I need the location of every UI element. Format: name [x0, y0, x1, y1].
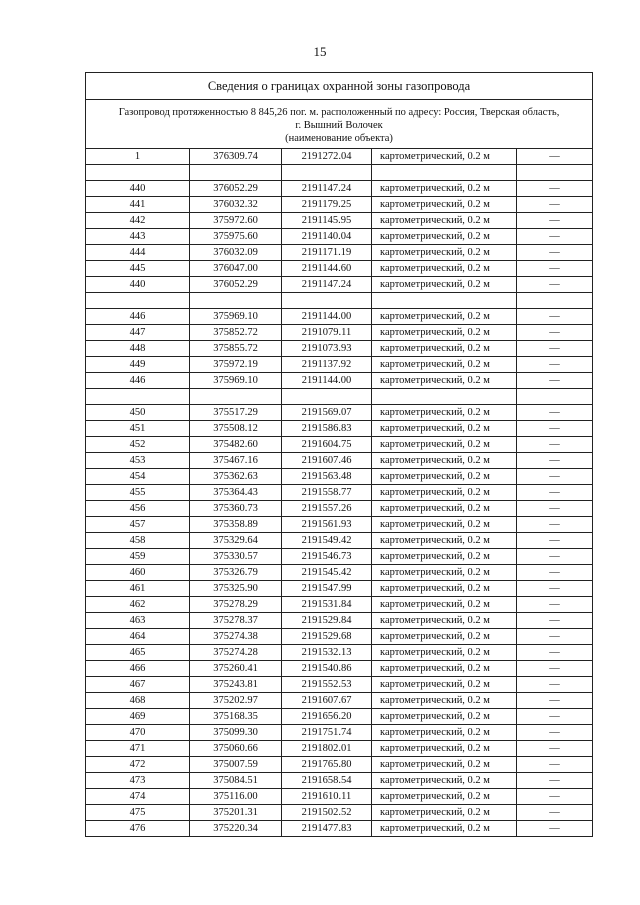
- point-number-cell: 471: [86, 741, 190, 757]
- page-number: 15: [313, 44, 327, 59]
- point-number-cell: 443: [86, 229, 190, 245]
- point-number-cell: 446: [86, 373, 190, 389]
- table-row: [86, 341, 593, 357]
- table-row: [86, 805, 593, 821]
- y-coordinate-cell: 2191658.54: [282, 773, 372, 789]
- y-coordinate-cell: 2191272.04: [282, 149, 372, 165]
- empty-cell: [372, 165, 517, 181]
- dash-cell: —: [517, 821, 593, 837]
- point-number-cell: 457: [86, 517, 190, 533]
- method-cell: картометрический, 0.2 м: [372, 597, 517, 613]
- y-coordinate-cell: 2191558.77: [282, 485, 372, 501]
- method-cell: картометрический, 0.2 м: [372, 485, 517, 501]
- x-coordinate-cell: 375099.30: [190, 725, 282, 741]
- point-number-cell: 452: [86, 437, 190, 453]
- method-cell: картометрический, 0.2 м: [372, 565, 517, 581]
- point-number-cell: 446: [86, 309, 190, 325]
- y-coordinate-cell: 2191171.19: [282, 245, 372, 261]
- dash-cell: —: [517, 453, 593, 469]
- x-coordinate-cell: 375326.79: [190, 565, 282, 581]
- table-row: [86, 437, 593, 453]
- point-number-cell: 467: [86, 677, 190, 693]
- y-coordinate-cell: 2191145.95: [282, 213, 372, 229]
- point-number-cell: 460: [86, 565, 190, 581]
- table-row: [86, 789, 593, 805]
- x-coordinate-cell: 375084.51: [190, 773, 282, 789]
- point-number-cell: 474: [86, 789, 190, 805]
- x-coordinate-cell: 375482.60: [190, 437, 282, 453]
- table-row: [86, 709, 593, 725]
- x-coordinate-cell: 375364.43: [190, 485, 282, 501]
- x-coordinate-cell: 375007.59: [190, 757, 282, 773]
- table-row: [86, 629, 593, 645]
- table-row: [86, 469, 593, 485]
- dash-cell: —: [517, 261, 593, 277]
- table-row: [86, 453, 593, 469]
- x-coordinate-cell: 375855.72: [190, 341, 282, 357]
- x-coordinate-cell: 376052.29: [190, 277, 282, 293]
- y-coordinate-cell: 2191144.00: [282, 309, 372, 325]
- x-coordinate-cell: 376047.00: [190, 261, 282, 277]
- dash-cell: —: [517, 757, 593, 773]
- x-coordinate-cell: 375274.38: [190, 629, 282, 645]
- table-row: [86, 581, 593, 597]
- dash-cell: —: [517, 741, 593, 757]
- method-cell: картометрический, 0.2 м: [372, 405, 517, 421]
- empty-cell: [517, 165, 593, 181]
- dash-cell: —: [517, 645, 593, 661]
- y-coordinate-cell: 2191540.86: [282, 661, 372, 677]
- dash-cell: —: [517, 581, 593, 597]
- y-coordinate-cell: 2191532.13: [282, 645, 372, 661]
- x-coordinate-cell: 375358.89: [190, 517, 282, 533]
- dash-cell: —: [517, 357, 593, 373]
- object-caption: (наименование объекта): [285, 132, 393, 144]
- method-cell: картометрический, 0.2 м: [372, 197, 517, 213]
- point-number-cell: 444: [86, 245, 190, 261]
- empty-cell: [86, 389, 190, 405]
- method-cell: картометрический, 0.2 м: [372, 709, 517, 725]
- object-line-2: г. Вышний Волочек: [295, 119, 383, 131]
- table-title: Сведения о границах охранной зоны газопровода: [86, 73, 593, 100]
- point-number-cell: 475: [86, 805, 190, 821]
- point-number-cell: 470: [86, 725, 190, 741]
- dash-cell: —: [517, 197, 593, 213]
- dash-cell: —: [517, 245, 593, 261]
- dash-cell: —: [517, 325, 593, 341]
- y-coordinate-cell: 2191147.24: [282, 181, 372, 197]
- method-cell: картометрический, 0.2 м: [372, 789, 517, 805]
- point-number-cell: 463: [86, 613, 190, 629]
- y-coordinate-cell: 2191549.42: [282, 533, 372, 549]
- method-cell: картометрический, 0.2 м: [372, 517, 517, 533]
- y-coordinate-cell: 2191607.67: [282, 693, 372, 709]
- method-cell: картометрический, 0.2 м: [372, 725, 517, 741]
- x-coordinate-cell: 375508.12: [190, 421, 282, 437]
- y-coordinate-cell: 2191765.80: [282, 757, 372, 773]
- x-coordinate-cell: 375852.72: [190, 325, 282, 341]
- dash-cell: —: [517, 533, 593, 549]
- table-row: [86, 741, 593, 757]
- dash-cell: —: [517, 549, 593, 565]
- method-cell: картометрический, 0.2 м: [372, 773, 517, 789]
- x-coordinate-cell: 375969.10: [190, 373, 282, 389]
- table-row: [86, 645, 593, 661]
- method-cell: картометрический, 0.2 м: [372, 149, 517, 165]
- point-number-cell: 473: [86, 773, 190, 789]
- table-row: [86, 421, 593, 437]
- method-cell: картометрический, 0.2 м: [372, 325, 517, 341]
- y-coordinate-cell: 2191531.84: [282, 597, 372, 613]
- table-row: [86, 309, 593, 325]
- table-row: [86, 661, 593, 677]
- separator-row: [86, 389, 593, 405]
- point-number-cell: 453: [86, 453, 190, 469]
- y-coordinate-cell: 2191147.24: [282, 277, 372, 293]
- y-coordinate-cell: 2191144.00: [282, 373, 372, 389]
- boundary-table: [85, 72, 593, 837]
- point-number-cell: 466: [86, 661, 190, 677]
- empty-cell: [517, 293, 593, 309]
- x-coordinate-cell: 375467.16: [190, 453, 282, 469]
- dash-cell: —: [517, 373, 593, 389]
- table-row: [86, 549, 593, 565]
- x-coordinate-cell: 375329.64: [190, 533, 282, 549]
- object-description: [86, 100, 593, 149]
- y-coordinate-cell: 2191179.25: [282, 197, 372, 213]
- y-coordinate-cell: 2191079.11: [282, 325, 372, 341]
- separator-row: [86, 165, 593, 181]
- table-row: [86, 213, 593, 229]
- dash-cell: —: [517, 229, 593, 245]
- method-cell: картометрический, 0.2 м: [372, 581, 517, 597]
- method-cell: картометрический, 0.2 м: [372, 613, 517, 629]
- y-coordinate-cell: 2191586.83: [282, 421, 372, 437]
- table-row: [86, 181, 593, 197]
- table-row: [86, 357, 593, 373]
- point-number-cell: 449: [86, 357, 190, 373]
- point-number-cell: 451: [86, 421, 190, 437]
- y-coordinate-cell: 2191140.04: [282, 229, 372, 245]
- point-number-cell: 442: [86, 213, 190, 229]
- y-coordinate-cell: 2191144.60: [282, 261, 372, 277]
- method-cell: картометрический, 0.2 м: [372, 821, 517, 837]
- table-row: [86, 245, 593, 261]
- table-row: [86, 725, 593, 741]
- x-coordinate-cell: 375060.66: [190, 741, 282, 757]
- table-row: [86, 597, 593, 613]
- point-number-cell: 1: [86, 149, 190, 165]
- point-number-cell: 468: [86, 693, 190, 709]
- empty-cell: [190, 293, 282, 309]
- y-coordinate-cell: 2191546.73: [282, 549, 372, 565]
- x-coordinate-cell: 375274.28: [190, 645, 282, 661]
- method-cell: картометрический, 0.2 м: [372, 757, 517, 773]
- method-cell: картометрический, 0.2 м: [372, 533, 517, 549]
- point-number-cell: 462: [86, 597, 190, 613]
- table-row: [86, 773, 593, 789]
- empty-cell: [86, 293, 190, 309]
- y-coordinate-cell: 2191502.52: [282, 805, 372, 821]
- x-coordinate-cell: 375260.41: [190, 661, 282, 677]
- dash-cell: —: [517, 629, 593, 645]
- x-coordinate-cell: 375360.73: [190, 501, 282, 517]
- table-row: [86, 565, 593, 581]
- y-coordinate-cell: 2191529.84: [282, 613, 372, 629]
- x-coordinate-cell: 376309.74: [190, 149, 282, 165]
- dash-cell: —: [517, 709, 593, 725]
- dash-cell: —: [517, 181, 593, 197]
- dash-cell: —: [517, 661, 593, 677]
- table-row: [86, 485, 593, 501]
- y-coordinate-cell: 2191557.26: [282, 501, 372, 517]
- table-row: [86, 517, 593, 533]
- dash-cell: —: [517, 341, 593, 357]
- x-coordinate-cell: 375972.19: [190, 357, 282, 373]
- y-coordinate-cell: 2191529.68: [282, 629, 372, 645]
- y-coordinate-cell: 2191563.48: [282, 469, 372, 485]
- y-coordinate-cell: 2191552.53: [282, 677, 372, 693]
- method-cell: картометрический, 0.2 м: [372, 741, 517, 757]
- dash-cell: —: [517, 501, 593, 517]
- method-cell: картометрический, 0.2 м: [372, 181, 517, 197]
- x-coordinate-cell: 375168.35: [190, 709, 282, 725]
- dash-cell: —: [517, 517, 593, 533]
- method-cell: картометрический, 0.2 м: [372, 277, 517, 293]
- point-number-cell: 441: [86, 197, 190, 213]
- method-cell: картометрический, 0.2 м: [372, 501, 517, 517]
- method-cell: картометрический, 0.2 м: [372, 245, 517, 261]
- x-coordinate-cell: 375202.97: [190, 693, 282, 709]
- dash-cell: —: [517, 693, 593, 709]
- separator-row: [86, 293, 593, 309]
- method-cell: картометрический, 0.2 м: [372, 373, 517, 389]
- point-number-cell: 455: [86, 485, 190, 501]
- method-cell: картометрический, 0.2 м: [372, 421, 517, 437]
- dash-cell: —: [517, 789, 593, 805]
- y-coordinate-cell: 2191656.20: [282, 709, 372, 725]
- point-number-cell: 461: [86, 581, 190, 597]
- table-row: [86, 501, 593, 517]
- x-coordinate-cell: 375278.37: [190, 613, 282, 629]
- table-row: [86, 325, 593, 341]
- dash-cell: —: [517, 805, 593, 821]
- y-coordinate-cell: 2191569.07: [282, 405, 372, 421]
- dash-cell: —: [517, 725, 593, 741]
- point-number-cell: 440: [86, 277, 190, 293]
- dash-cell: —: [517, 565, 593, 581]
- y-coordinate-cell: 2191610.11: [282, 789, 372, 805]
- point-number-cell: 459: [86, 549, 190, 565]
- x-coordinate-cell: 375330.57: [190, 549, 282, 565]
- empty-cell: [86, 165, 190, 181]
- x-coordinate-cell: 375362.63: [190, 469, 282, 485]
- method-cell: картометрический, 0.2 м: [372, 341, 517, 357]
- object-description-row: [86, 100, 593, 149]
- table-row: [86, 677, 593, 693]
- x-coordinate-cell: 376032.09: [190, 245, 282, 261]
- dash-cell: —: [517, 773, 593, 789]
- x-coordinate-cell: 376032.32: [190, 197, 282, 213]
- empty-cell: [372, 293, 517, 309]
- method-cell: картометрический, 0.2 м: [372, 469, 517, 485]
- method-cell: картометрический, 0.2 м: [372, 661, 517, 677]
- x-coordinate-cell: 375325.90: [190, 581, 282, 597]
- x-coordinate-cell: 375975.60: [190, 229, 282, 245]
- method-cell: картометрический, 0.2 м: [372, 805, 517, 821]
- table-row: [86, 149, 593, 165]
- object-line-1: Газопровод протяженностью 8 845,26 пог. м. расположенный по адресу: Россия, Тверская область,: [118, 106, 560, 118]
- dash-cell: —: [517, 469, 593, 485]
- dash-cell: —: [517, 677, 593, 693]
- table-row: [86, 405, 593, 421]
- x-coordinate-cell: 375116.00: [190, 789, 282, 805]
- x-coordinate-cell: 375972.60: [190, 213, 282, 229]
- dash-cell: —: [517, 405, 593, 421]
- y-coordinate-cell: 2191607.46: [282, 453, 372, 469]
- point-number-cell: 448: [86, 341, 190, 357]
- method-cell: картометрический, 0.2 м: [372, 693, 517, 709]
- x-coordinate-cell: 375243.81: [190, 677, 282, 693]
- table-row: [86, 229, 593, 245]
- table-row: [86, 613, 593, 629]
- dash-cell: —: [517, 149, 593, 165]
- x-coordinate-cell: 375278.29: [190, 597, 282, 613]
- y-coordinate-cell: 2191561.93: [282, 517, 372, 533]
- y-coordinate-cell: 2191545.42: [282, 565, 372, 581]
- x-coordinate-cell: 375220.34: [190, 821, 282, 837]
- point-number-cell: 445: [86, 261, 190, 277]
- dash-cell: —: [517, 309, 593, 325]
- point-number-cell: 456: [86, 501, 190, 517]
- point-number-cell: 450: [86, 405, 190, 421]
- y-coordinate-cell: 2191137.92: [282, 357, 372, 373]
- table-row: [86, 197, 593, 213]
- dash-cell: —: [517, 421, 593, 437]
- point-number-cell: 464: [86, 629, 190, 645]
- y-coordinate-cell: 2191547.99: [282, 581, 372, 597]
- dash-cell: —: [517, 597, 593, 613]
- dash-cell: —: [517, 485, 593, 501]
- dash-cell: —: [517, 213, 593, 229]
- point-number-cell: 454: [86, 469, 190, 485]
- method-cell: картометрический, 0.2 м: [372, 309, 517, 325]
- table-row: [86, 261, 593, 277]
- method-cell: картометрический, 0.2 м: [372, 229, 517, 245]
- y-coordinate-cell: 2191802.01: [282, 741, 372, 757]
- y-coordinate-cell: 2191751.74: [282, 725, 372, 741]
- point-number-cell: 440: [86, 181, 190, 197]
- table-row: [86, 757, 593, 773]
- x-coordinate-cell: 375517.29: [190, 405, 282, 421]
- point-number-cell: 469: [86, 709, 190, 725]
- x-coordinate-cell: 375201.31: [190, 805, 282, 821]
- table-row: [86, 533, 593, 549]
- method-cell: картометрический, 0.2 м: [372, 213, 517, 229]
- method-cell: картометрический, 0.2 м: [372, 261, 517, 277]
- x-coordinate-cell: 376052.29: [190, 181, 282, 197]
- point-number-cell: 472: [86, 757, 190, 773]
- empty-cell: [282, 293, 372, 309]
- table-row: [86, 277, 593, 293]
- method-cell: картометрический, 0.2 м: [372, 677, 517, 693]
- method-cell: картометрический, 0.2 м: [372, 453, 517, 469]
- method-cell: картометрический, 0.2 м: [372, 549, 517, 565]
- dash-cell: —: [517, 437, 593, 453]
- table-row: [86, 373, 593, 389]
- point-number-cell: 476: [86, 821, 190, 837]
- empty-cell: [282, 165, 372, 181]
- empty-cell: [282, 389, 372, 405]
- dash-cell: —: [517, 613, 593, 629]
- x-coordinate-cell: 375969.10: [190, 309, 282, 325]
- method-cell: картометрический, 0.2 м: [372, 629, 517, 645]
- y-coordinate-cell: 2191073.93: [282, 341, 372, 357]
- y-coordinate-cell: 2191604.75: [282, 437, 372, 453]
- dash-cell: —: [517, 277, 593, 293]
- method-cell: картометрический, 0.2 м: [372, 357, 517, 373]
- table-title-row: [86, 73, 593, 100]
- y-coordinate-cell: 2191477.83: [282, 821, 372, 837]
- point-number-cell: 447: [86, 325, 190, 341]
- empty-cell: [517, 389, 593, 405]
- empty-cell: [190, 389, 282, 405]
- point-number-cell: 465: [86, 645, 190, 661]
- table-row: [86, 821, 593, 837]
- empty-cell: [190, 165, 282, 181]
- empty-cell: [372, 389, 517, 405]
- method-cell: картометрический, 0.2 м: [372, 645, 517, 661]
- table-row: [86, 693, 593, 709]
- method-cell: картометрический, 0.2 м: [372, 437, 517, 453]
- point-number-cell: 458: [86, 533, 190, 549]
